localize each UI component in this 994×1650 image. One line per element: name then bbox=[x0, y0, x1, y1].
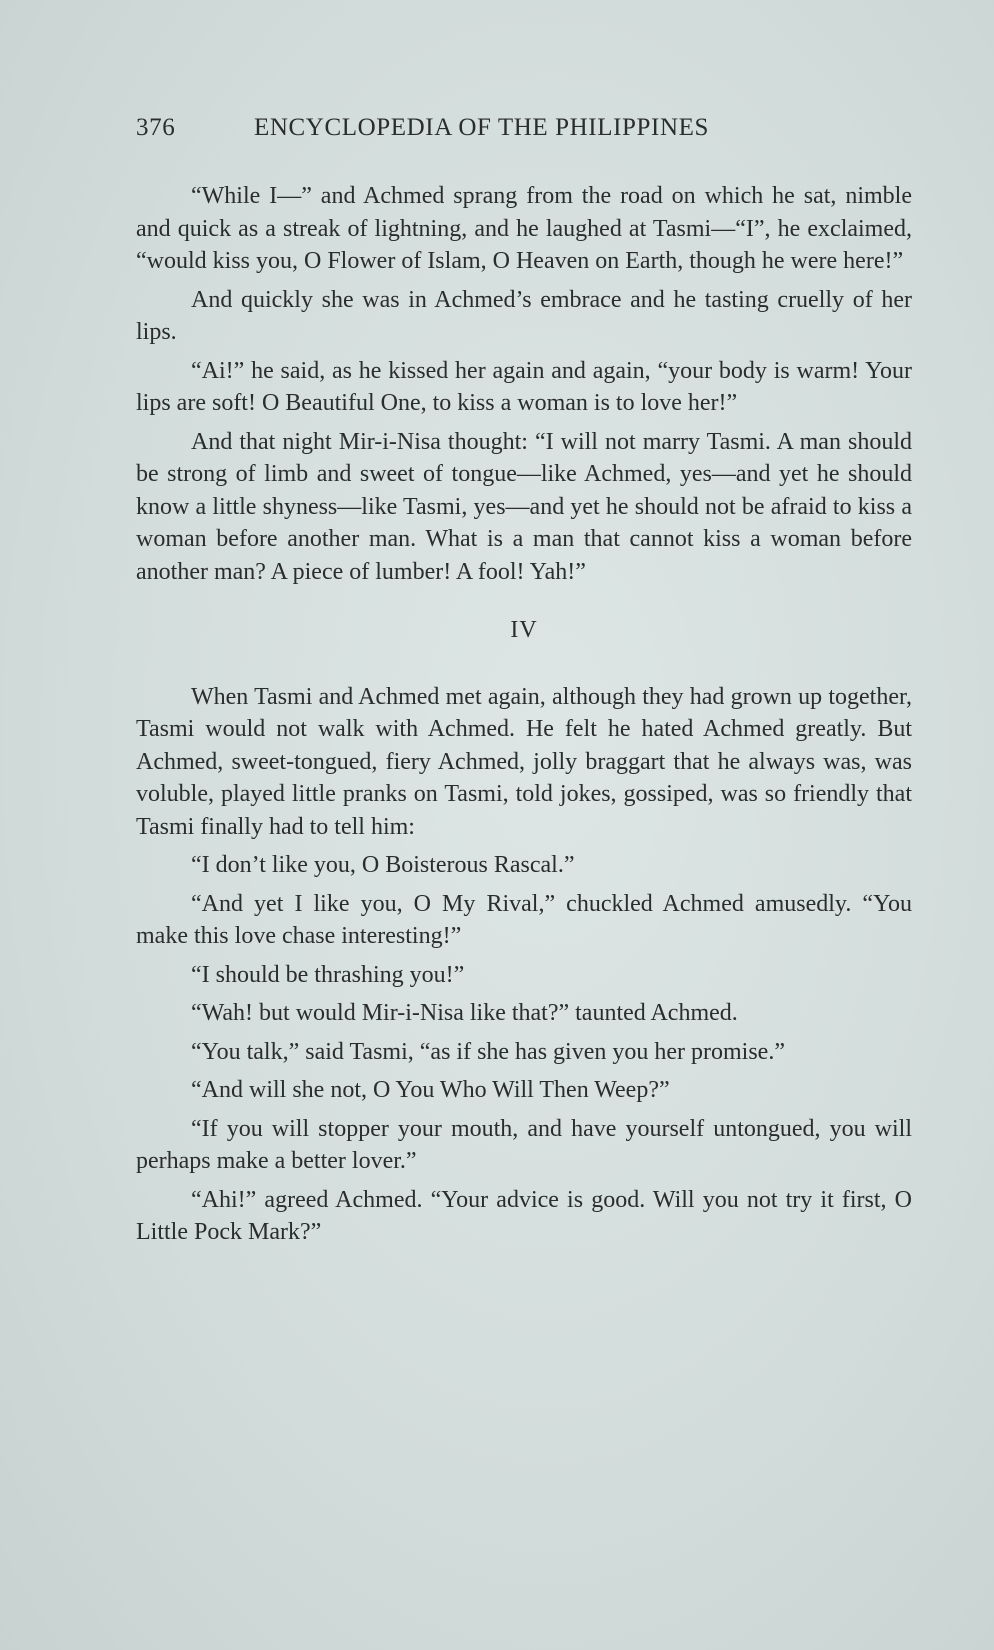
paragraph: “Wah! but would Mir-i-Nisa like that?” taunted Achmed. bbox=[191, 1000, 738, 1026]
section-heading: IV bbox=[510, 617, 538, 643]
paragraph: And quickly she was in Achmed’s embrace and he tasting cruelly of her lips. bbox=[136, 286, 912, 345]
paragraph: “If you will stopper your mouth, and have yourself untongued, you will perhaps make a better lover.” bbox=[136, 1115, 912, 1174]
paragraph: “I don’t like you, O Boisterous Rascal.” bbox=[191, 852, 575, 878]
running-title: ENCYCLOPEDIA OF THE PHILIPPINES bbox=[254, 114, 709, 141]
paragraph: And that night Mir-i-Nisa thought: “I will not marry Tasmi. A man should be strong of limb and sweet of tongue—like Achmed, yes—and yet he should know a little shyness—like Tasmi, yes—and yet he should not be afraid to kiss a woman before another man. What is a man that cannot kiss a woman before another man? A piece of lumber! A fool! Yah!” bbox=[136, 428, 912, 585]
page-number: 376 bbox=[136, 114, 176, 141]
body-text bbox=[136, 180, 912, 1255]
paragraph: “I should be thrashing you!” bbox=[191, 961, 465, 988]
paragraph: “Ahi!” agreed Achmed. “Your advice is good. Will you not try it first, O Little Pock Mark?” bbox=[136, 1186, 912, 1245]
paragraph: “You talk,” said Tasmi, “as if she has given you her promise.” bbox=[191, 1038, 785, 1065]
paragraph: When Tasmi and Achmed met again, although they had grown up together, Tasmi would not walk with Achmed. He felt he hated Achmed greatly. But Achmed, sweet-tongued, fiery Achmed, jolly braggart that he always was, was voluble, played little pranks on Tasmi, told jokes, gossiped, was so friendly that Tasmi finally had to tell him: bbox=[136, 683, 912, 840]
page-header bbox=[136, 114, 916, 154]
paragraph: “Ai!” he said, as he kissed her again and again, “your body is warm! Your lips are soft! O Beautiful One, to kiss a woman is to love her!” bbox=[136, 357, 912, 416]
paragraph: “While I—” and Achmed sprang from the road on which he sat, nimble and quick as a streak of lightning, and he laughed at Tasmi—“I”, he exclaimed, “would kiss you, O Flower of Islam, O Heaven on Earth, though he were here!” bbox=[136, 183, 912, 274]
paragraph: “And yet I like you, O My Rival,” chuckled Achmed amusedly. “You make this love chase interesting!” bbox=[136, 890, 912, 949]
paragraph: “And will she not, O You Who Will Then Weep?” bbox=[191, 1077, 670, 1103]
